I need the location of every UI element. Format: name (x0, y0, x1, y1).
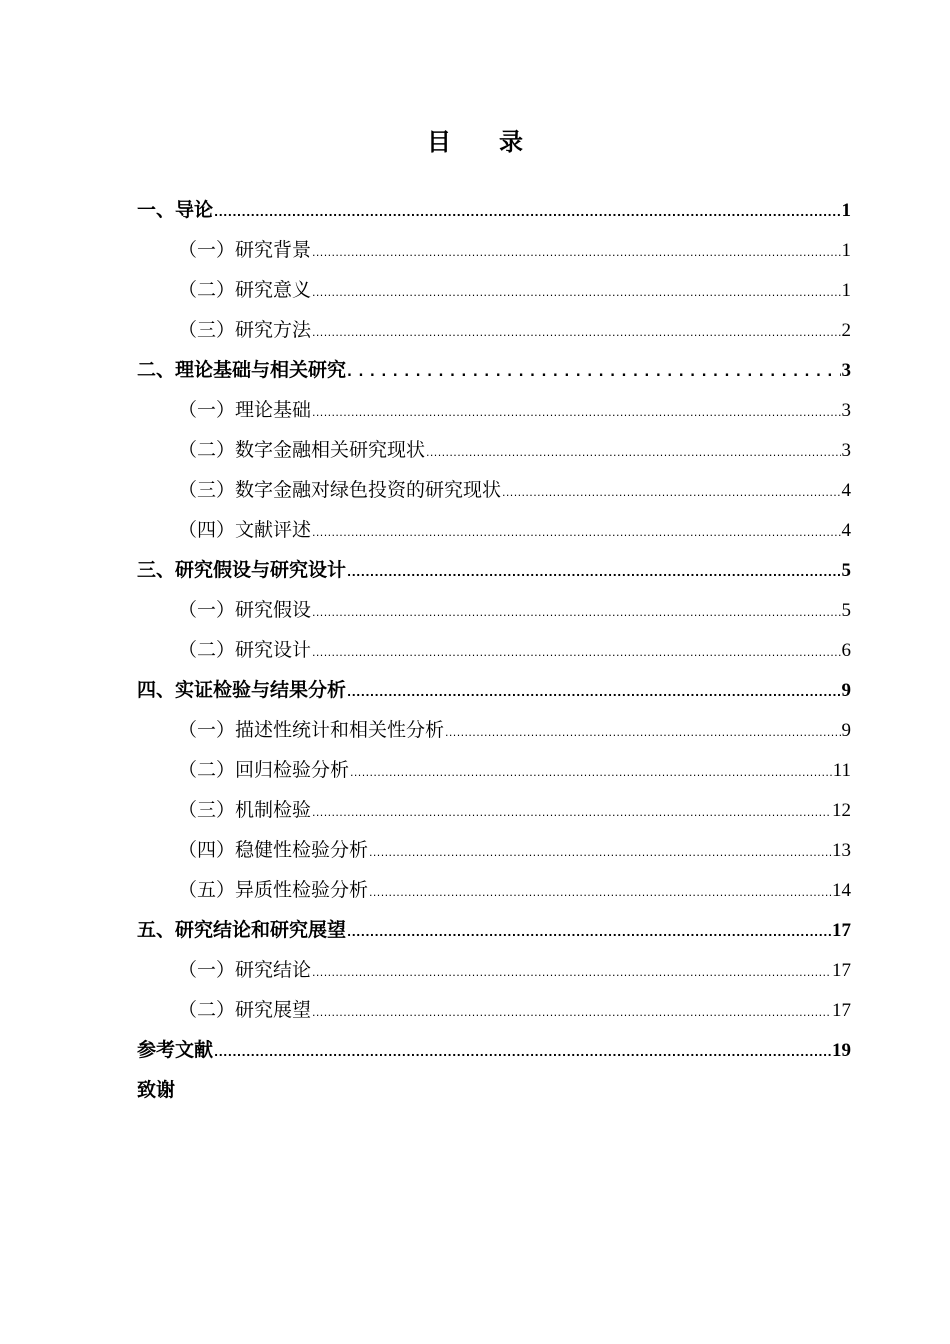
toc-page-number: 9 (841, 720, 851, 741)
toc-entry-label: （五）异质性检验分析 (178, 879, 369, 901)
toc-dot-leader (347, 553, 840, 593)
toc-page-number: 1 (841, 240, 851, 261)
toc-chapter-entry[interactable] (137, 1030, 851, 1070)
toc-page-number: 17 (832, 960, 851, 981)
toc-section-entry[interactable] (137, 270, 851, 310)
toc-section-entry[interactable] (137, 470, 851, 510)
toc-section-entry[interactable] (137, 830, 851, 870)
toc-section-entry[interactable] (137, 510, 851, 550)
toc-dot-leader (502, 473, 840, 513)
toc-dot-leader (347, 353, 840, 393)
toc-page-number: 2 (841, 320, 851, 341)
toc-entry-label: （四）文献评述 (178, 519, 312, 541)
toc-title-char-2: 录 (499, 128, 523, 156)
toc-entry-label: （三）数字金融对绿色投资的研究现状 (178, 479, 502, 501)
toc-section-entry[interactable] (137, 630, 851, 670)
toc-section-entry[interactable] (137, 310, 851, 350)
toc-dot-leader (312, 593, 840, 633)
toc-dot-leader (369, 833, 831, 873)
toc-page-number: 5 (841, 560, 851, 581)
toc-section-entry[interactable] (137, 390, 851, 430)
toc-chapter-entry[interactable] (137, 190, 851, 230)
toc-entry-label: （二）研究展望 (178, 999, 312, 1021)
toc-dot-leader (214, 193, 840, 233)
toc-page-number: 11 (832, 760, 851, 781)
toc-entry-label: 一、导论 (137, 199, 214, 221)
toc-section-entry[interactable] (137, 870, 851, 910)
toc-page-number: 3 (841, 440, 851, 461)
toc-entry-label: （二）研究设计 (178, 639, 312, 661)
table-of-contents (137, 190, 851, 1110)
toc-page-number: 14 (832, 880, 851, 901)
toc-entry-label: 致谢 (137, 1079, 176, 1101)
toc-chapter-entry[interactable] (137, 1070, 851, 1110)
toc-entry-label: （一）研究结论 (178, 959, 312, 981)
toc-chapter-entry[interactable] (137, 550, 851, 590)
toc-dot-leader (312, 633, 840, 673)
toc-entry-label: （四）稳健性检验分析 (178, 839, 369, 861)
toc-page-number: 9 (841, 680, 851, 701)
toc-dot-leader (426, 433, 840, 473)
toc-section-entry[interactable] (137, 230, 851, 270)
toc-dot-leader (312, 513, 840, 553)
toc-dot-leader (312, 993, 831, 1033)
toc-dot-leader (312, 233, 840, 273)
toc-dot-leader (312, 953, 831, 993)
toc-dot-leader (312, 393, 840, 433)
toc-page-number: 17 (832, 920, 851, 941)
toc-section-entry[interactable] (137, 990, 851, 1030)
toc-dot-leader (350, 753, 832, 793)
toc-section-entry[interactable] (137, 790, 851, 830)
toc-dot-leader (312, 273, 840, 313)
toc-section-entry[interactable] (137, 710, 851, 750)
toc-page-number: 6 (841, 640, 851, 661)
toc-title (0, 122, 950, 157)
toc-dot-leader (312, 313, 840, 353)
toc-entry-label: （三）机制检验 (178, 799, 312, 821)
toc-section-entry[interactable] (137, 950, 851, 990)
toc-page-number: 3 (841, 360, 851, 381)
toc-chapter-entry[interactable] (137, 350, 851, 390)
toc-dot-leader (214, 1033, 831, 1073)
toc-chapter-entry[interactable] (137, 910, 851, 950)
toc-page-number: 13 (832, 840, 851, 861)
toc-dot-leader (312, 793, 831, 833)
toc-entry-label: 二、理论基础与相关研究 (137, 359, 347, 381)
toc-page-number: 4 (841, 520, 851, 541)
toc-entry-label: （二）回归检验分析 (178, 759, 350, 781)
toc-page-number: 4 (841, 480, 851, 501)
toc-entry-label: （一）描述性统计和相关性分析 (178, 719, 445, 741)
toc-page-number: 1 (841, 280, 851, 301)
toc-page-number: 19 (832, 1040, 851, 1061)
toc-section-entry[interactable] (137, 750, 851, 790)
toc-entry-label: （三）研究方法 (178, 319, 312, 341)
toc-page-number: 5 (841, 600, 851, 621)
toc-entry-label: 参考文献 (137, 1039, 214, 1061)
toc-page-number: 12 (832, 800, 851, 821)
toc-entry-label: 四、实证检验与结果分析 (137, 679, 347, 701)
toc-dot-leader (347, 913, 831, 953)
toc-chapter-entry[interactable] (137, 670, 851, 710)
toc-dot-leader (369, 873, 831, 913)
toc-entry-label: （一）研究背景 (178, 239, 312, 261)
toc-page-number: 3 (841, 400, 851, 421)
toc-entry-label: （二）研究意义 (178, 279, 312, 301)
toc-entry-label: 五、研究结论和研究展望 (137, 919, 347, 941)
toc-entry-label: （一）理论基础 (178, 399, 312, 421)
toc-page-number: 17 (832, 1000, 851, 1021)
toc-entry-label: 三、研究假设与研究设计 (137, 559, 347, 581)
toc-dot-leader (445, 713, 840, 753)
toc-title-char-1: 目 (427, 128, 451, 156)
toc-dot-leader (347, 673, 840, 713)
toc-section-entry[interactable] (137, 430, 851, 470)
toc-page-number: 1 (841, 200, 851, 221)
toc-entry-label: （一）研究假设 (178, 599, 312, 621)
toc-section-entry[interactable] (137, 590, 851, 630)
toc-entry-label: （二）数字金融相关研究现状 (178, 439, 426, 461)
